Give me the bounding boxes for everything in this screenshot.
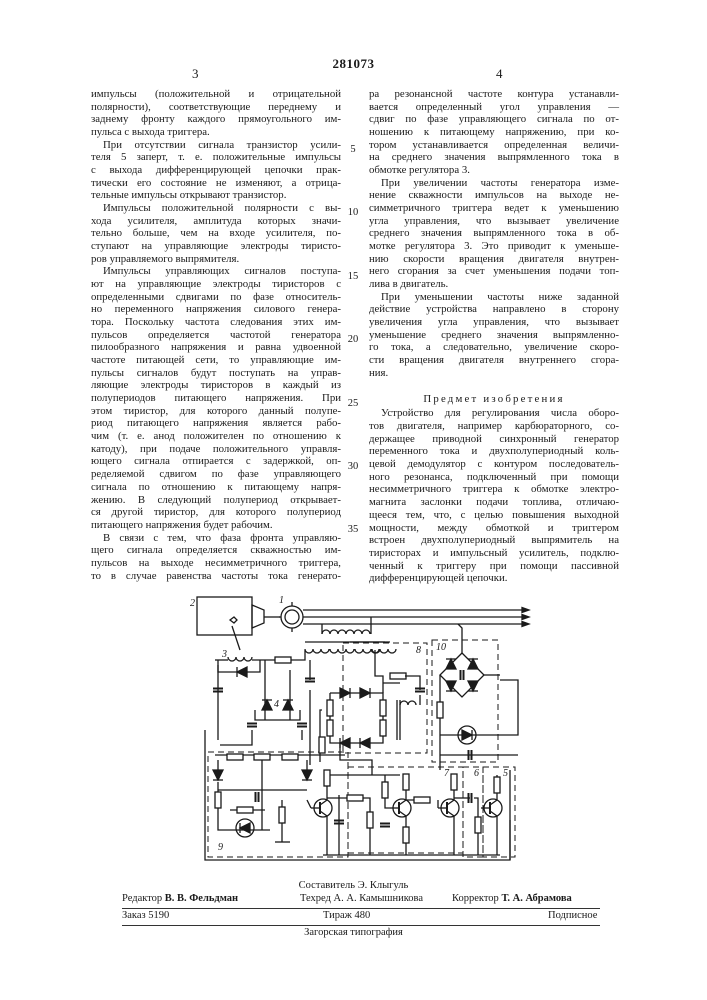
text-line: Импульсы управляющих сигналов поступа- <box>91 265 341 278</box>
text-line: но переменного напряжения силового генера- <box>91 303 341 316</box>
diagram-label-7: 7 <box>444 768 450 779</box>
text-line: ют на управляющие электроды тиристоров с <box>91 278 341 291</box>
editor-label: Редактор <box>122 893 162 904</box>
diode-icon <box>262 700 272 710</box>
text-line: импульсы (положительной и отрицательной <box>91 88 341 101</box>
text-line: ляющие электроды тиристоров в каждый из <box>91 379 341 392</box>
dashed-block <box>463 767 483 857</box>
throttle-icon <box>230 617 237 623</box>
wire <box>307 800 311 808</box>
text-line: мотке регулятора 3. Это приводит к уменьше- <box>369 240 619 253</box>
text-line: сти вращения двигателя внутреннего сгора- <box>369 354 619 367</box>
resistor <box>279 807 285 823</box>
resistor <box>319 737 325 753</box>
ring-demodulator <box>330 693 383 743</box>
line-number: 15 <box>346 271 360 282</box>
line-number: 5 <box>346 144 360 155</box>
diode-body <box>240 823 250 833</box>
arrow-icon <box>522 622 529 627</box>
text-line: В связи с тем, что фаза фронта управляю- <box>91 532 341 545</box>
claim-line: цевой демодулятор с контуром последователь- <box>369 458 619 471</box>
footer-divider <box>122 925 600 926</box>
claim-line: магнита заслонки подачи топлива, отличаю- <box>369 496 619 509</box>
text-line: него сгорания за счет уменьшения подачи топ- <box>369 265 619 278</box>
text-line: чим (т. е. анод положителен по отношению к <box>91 430 341 443</box>
resistor <box>327 720 333 736</box>
wire <box>327 775 400 794</box>
diode-icon <box>360 688 370 698</box>
diode-body <box>283 700 293 710</box>
text-line: то в случае равенства частоты тока генерато- <box>91 570 341 583</box>
diagram-label-6: 6 <box>474 768 479 779</box>
transistor-icon <box>481 794 502 822</box>
diode-body <box>360 688 370 698</box>
resistor <box>382 782 388 798</box>
text-line: пульсы сигналов будут поступать на управ- <box>91 367 341 380</box>
text-line: увеличения угла управления, что вызывает <box>369 316 619 329</box>
text-line: щего сигнала определяется скважностью им- <box>91 544 341 557</box>
wire <box>458 624 462 653</box>
text-line: ров управляемого выпрямителя. <box>91 253 341 266</box>
text-line: ступают на управляющие электроды тиристо- <box>91 240 341 253</box>
claim-line: дифференцирующей цепочки. <box>369 572 619 585</box>
claim-line: ного резонанса, подключенный при помощи <box>369 471 619 484</box>
resistor <box>390 673 406 679</box>
text-line: ношению к питающему напряжению, при ко- <box>369 126 619 139</box>
footer-divider <box>122 908 600 909</box>
text-line: нение скважности импульсов на выходе не- <box>369 189 619 202</box>
text-line: уменьшение среднего значения выпрямленно- <box>369 329 619 342</box>
resistor <box>380 720 386 736</box>
engine-block <box>197 597 252 635</box>
resistor <box>275 657 291 663</box>
text-line: полупериодов питающего напряжения. При <box>91 392 341 405</box>
text-line: тора. Поскольку частота следования этих им- <box>91 316 341 329</box>
text-line: тельные импульсы открывают транзистор. <box>91 189 341 202</box>
resistor <box>215 792 221 808</box>
text-line: вается определенный угол управления — <box>369 101 619 114</box>
resistor <box>451 774 457 790</box>
diode-icon <box>360 738 370 748</box>
diode-icon <box>340 738 350 748</box>
text-line: лива в двигатель. <box>369 278 619 291</box>
coil-icon <box>330 649 354 653</box>
text-line: При отсутствии сигнала транзистор усили- <box>91 139 341 152</box>
text-line: пилообразного напряжения и равна удвоенной <box>91 341 341 354</box>
text-line: тором устанавливается определенная величи- <box>369 139 619 152</box>
resistor <box>437 702 443 718</box>
page-number-left: 3 <box>192 66 199 82</box>
diagram-label-2: 2 <box>190 598 195 609</box>
claim-line: несимметричного триггера к обмотке электро- <box>369 483 619 496</box>
wire <box>375 650 383 693</box>
footer-editor <box>122 893 238 904</box>
diode-icon <box>237 667 247 677</box>
generator-icon <box>281 606 303 628</box>
text-line: ра резонансной частоте контура устанавли- <box>369 88 619 101</box>
resistor <box>403 774 409 790</box>
text-line: полярности), соответствующие переднему и <box>91 101 341 114</box>
resistor <box>227 754 243 760</box>
wire <box>218 665 228 672</box>
claim-line: ченный к триггеру при помощи пассивной <box>369 560 619 573</box>
text-line: тически его состояние не изменяют, а отрица- <box>91 177 341 190</box>
diode-body <box>340 738 350 748</box>
diagram-label-1: 1 <box>279 595 284 606</box>
resistor <box>254 754 270 760</box>
diode-body <box>340 688 350 698</box>
text-line: симметричного триггера ведет к уменьшению <box>369 202 619 215</box>
resistor <box>324 770 330 786</box>
text-line: хода усилителя, амплитуда которых значи- <box>91 215 341 228</box>
line-number: 35 <box>346 524 360 535</box>
diode-icon <box>240 823 250 833</box>
arrow-icon <box>522 615 529 620</box>
diode-icon <box>213 770 223 780</box>
text-line: среднего значения выпрямленного тока в об- <box>369 227 619 240</box>
footer-order: Заказ 5190 <box>122 910 169 921</box>
coil-icon <box>305 649 329 653</box>
resistor <box>367 812 373 828</box>
claim-line: щееся тем, что, с целью повышения выходной <box>369 509 619 522</box>
text-line: этом тиристор, для которого данный полупе- <box>91 405 341 418</box>
coil-icon <box>400 701 416 705</box>
text-line: определенными сдвигами по фазе относитель- <box>91 291 341 304</box>
text-line: обмотке регулятора 3. <box>369 164 619 177</box>
resistor <box>347 795 363 801</box>
shaft-coupling <box>252 605 264 628</box>
coil-icon <box>228 657 252 661</box>
diagram-label-3: 3 <box>221 649 227 660</box>
diode-body <box>237 667 247 677</box>
resistor <box>475 817 481 833</box>
resistor <box>414 797 430 803</box>
claim-line: мощности, между обмоткой и триггером <box>369 522 619 535</box>
text-line: риод питающего напряжения является рабо- <box>91 417 341 430</box>
claim-line: переменного тока и двухполупериодный коль- <box>369 445 619 458</box>
wire <box>255 710 300 720</box>
patent-number: 281073 <box>0 56 707 72</box>
arrow-icon <box>522 608 529 613</box>
footer-printer: Загорская типография <box>0 927 707 938</box>
text-line: сигнала по отношению к питающему напря- <box>91 481 341 494</box>
claim-line: тов двигателя, например карбюраторного, со- <box>369 420 619 433</box>
footer-corrector <box>452 893 572 904</box>
text-line: катоду), при подаче положительного управля- <box>91 443 341 456</box>
text-line: действие устройства направлено в сторону <box>369 303 619 316</box>
footer-subscription: Подписное <box>548 910 597 921</box>
resistor <box>494 777 500 793</box>
diagram-label-10: 10 <box>436 642 446 653</box>
claim-line: держащее приводной синхронный генератор <box>369 433 619 446</box>
diode-body <box>360 738 370 748</box>
circuit-diagram <box>0 0 707 1000</box>
corrector-label: Корректор <box>452 893 499 904</box>
text-line: ющего сигнала отпирается с задержкой, оп- <box>91 455 341 468</box>
footer-techred: Техред А. А. Камышникова <box>300 893 423 904</box>
text-line: го тока, а следовательно, увеличение скоро- <box>369 341 619 354</box>
diagram-label-4: 4 <box>274 699 279 710</box>
diode-body <box>262 700 272 710</box>
claim-line: Устройство для регулирования числа оборо- <box>369 407 619 420</box>
resistor <box>237 807 253 813</box>
line-number: 30 <box>346 461 360 472</box>
text-line: пульса с выхода триггера. <box>91 126 341 139</box>
line-number: 25 <box>346 398 360 409</box>
text-line: жению. В следующий полупериод открывает- <box>91 494 341 507</box>
text-line: заднему фронту каждого прямоугольного им- <box>91 113 341 126</box>
text-line: нию скорости вращения двигателя внутрен- <box>369 253 619 266</box>
text-line: теля 5 заперт, т. е. положительные импульсы <box>91 151 341 164</box>
generator-rotor <box>285 610 299 624</box>
text-line: При увеличении частоты генератора изме- <box>369 177 619 190</box>
text-line: угла управления, что вызывает увеличение <box>369 215 619 228</box>
text-line: Импульсы положительной полярности с вы- <box>91 202 341 215</box>
coil-icon <box>322 630 370 634</box>
line-number: 10 <box>346 207 360 218</box>
text-line: с выхода дифференцирующей цепочки прак- <box>91 164 341 177</box>
diagram-label-5: 5 <box>503 768 508 779</box>
resistor <box>403 827 409 843</box>
linkage <box>232 626 240 650</box>
footer-circulation: Тираж 480 <box>323 910 370 921</box>
resistor <box>380 700 386 716</box>
transistor-icon <box>390 794 411 822</box>
text-line: частоте питающей сети, то управляющие им- <box>91 354 341 367</box>
diode-body <box>302 770 312 780</box>
diode-body <box>213 770 223 780</box>
diode-icon <box>283 700 293 710</box>
text-line: ся другой тиристор, для которого полупериод <box>91 506 341 519</box>
resistor <box>327 700 333 716</box>
text-line: ределяемой сдвигом по фазе управляющего <box>91 468 341 481</box>
page-number-right: 4 <box>496 66 503 82</box>
claim-line: встроен двухполупериодный выпрямитель на <box>369 534 619 547</box>
line-number: 20 <box>346 334 360 345</box>
editor-name: В. В. Фельдман <box>165 893 238 904</box>
wire <box>340 743 372 775</box>
text-line: При уменьшении частоты ниже заданной <box>369 291 619 304</box>
wire <box>220 730 252 745</box>
diode-icon <box>302 770 312 780</box>
corrector-name: Т. А. Абрамова <box>501 893 571 904</box>
footer-compiler: Составитель Э. Клыгуль <box>0 880 707 891</box>
diagram-label-8: 8 <box>416 645 421 656</box>
resistor <box>282 754 298 760</box>
text-line: питающего напряжения будет рабочим. <box>91 519 341 532</box>
text-line: тельно больше, чем на входе усилителя, по- <box>91 227 341 240</box>
text-line: сдвиг по фазе управляющего сигнала по от- <box>369 113 619 126</box>
text-line: ния. <box>369 367 619 380</box>
diagram-label-9: 9 <box>218 842 223 853</box>
claim-line: тиристорах и импульсный усилитель, подклю- <box>369 547 619 560</box>
text-line: пульсов определяется частотой генератора <box>91 329 341 342</box>
text-line: на среднего значения выпрямленного тока в <box>369 151 619 164</box>
claim-heading: Предмет изобретения <box>369 393 619 407</box>
diode-icon <box>340 688 350 698</box>
wire <box>320 710 322 762</box>
text-line: пульсов на выходе несимметричного триггера, <box>91 557 341 570</box>
